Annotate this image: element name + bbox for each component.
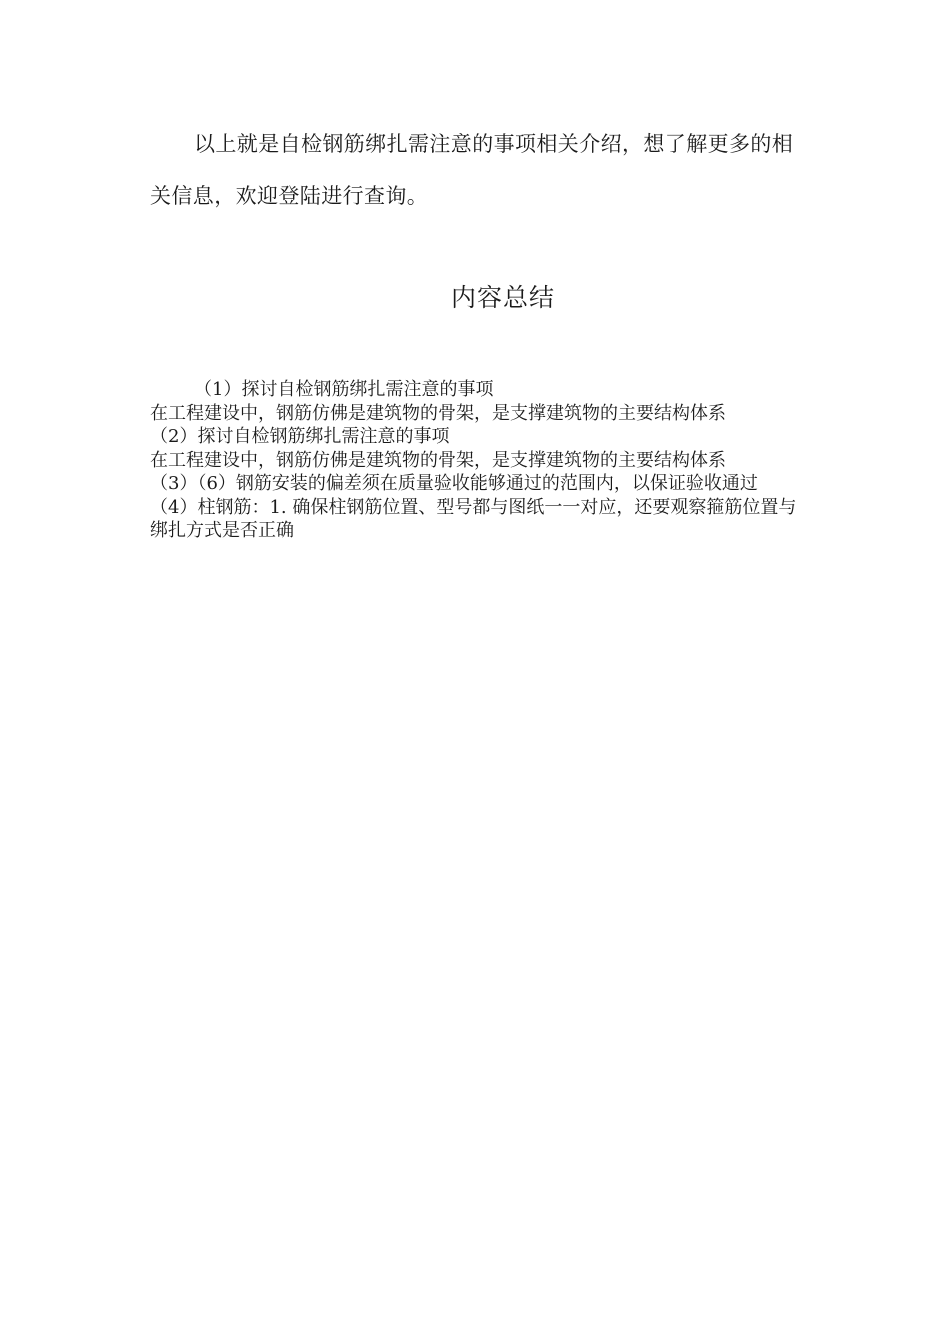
summary-body [150,378,805,543]
summary-line: （2）探讨自检钢筋绑扎需注意的事项 [150,426,450,447]
intro-paragraph: 以上就是自检钢筋绑扎需注意的事项相关介绍，想了解更多的相关信息，欢迎登陆进行查询。 [150,132,794,208]
summary-line: 在工程建设中，钢筋仿佛是建筑物的骨架，是支撑建筑物的主要结构体系 [150,449,726,471]
summary-line: （1）探讨自检钢筋绑扎需注意的事项 [194,379,494,400]
summary-title: 内容总结 [450,283,555,312]
summary-line: 在工程建设中，钢筋仿佛是建筑物的骨架，是支撑建筑物的主要结构体系 [150,402,726,424]
summary-line: （4）柱钢筋：1. 确保柱钢筋位置、型号都与图纸一一对应，还要观察箍筋位置与绑扎方式是否正确 [150,496,797,541]
summary-line: （3）（6）钢筋安装的偏差须在质量验收能够通过的范围内，以保证验收通过 [150,473,758,494]
